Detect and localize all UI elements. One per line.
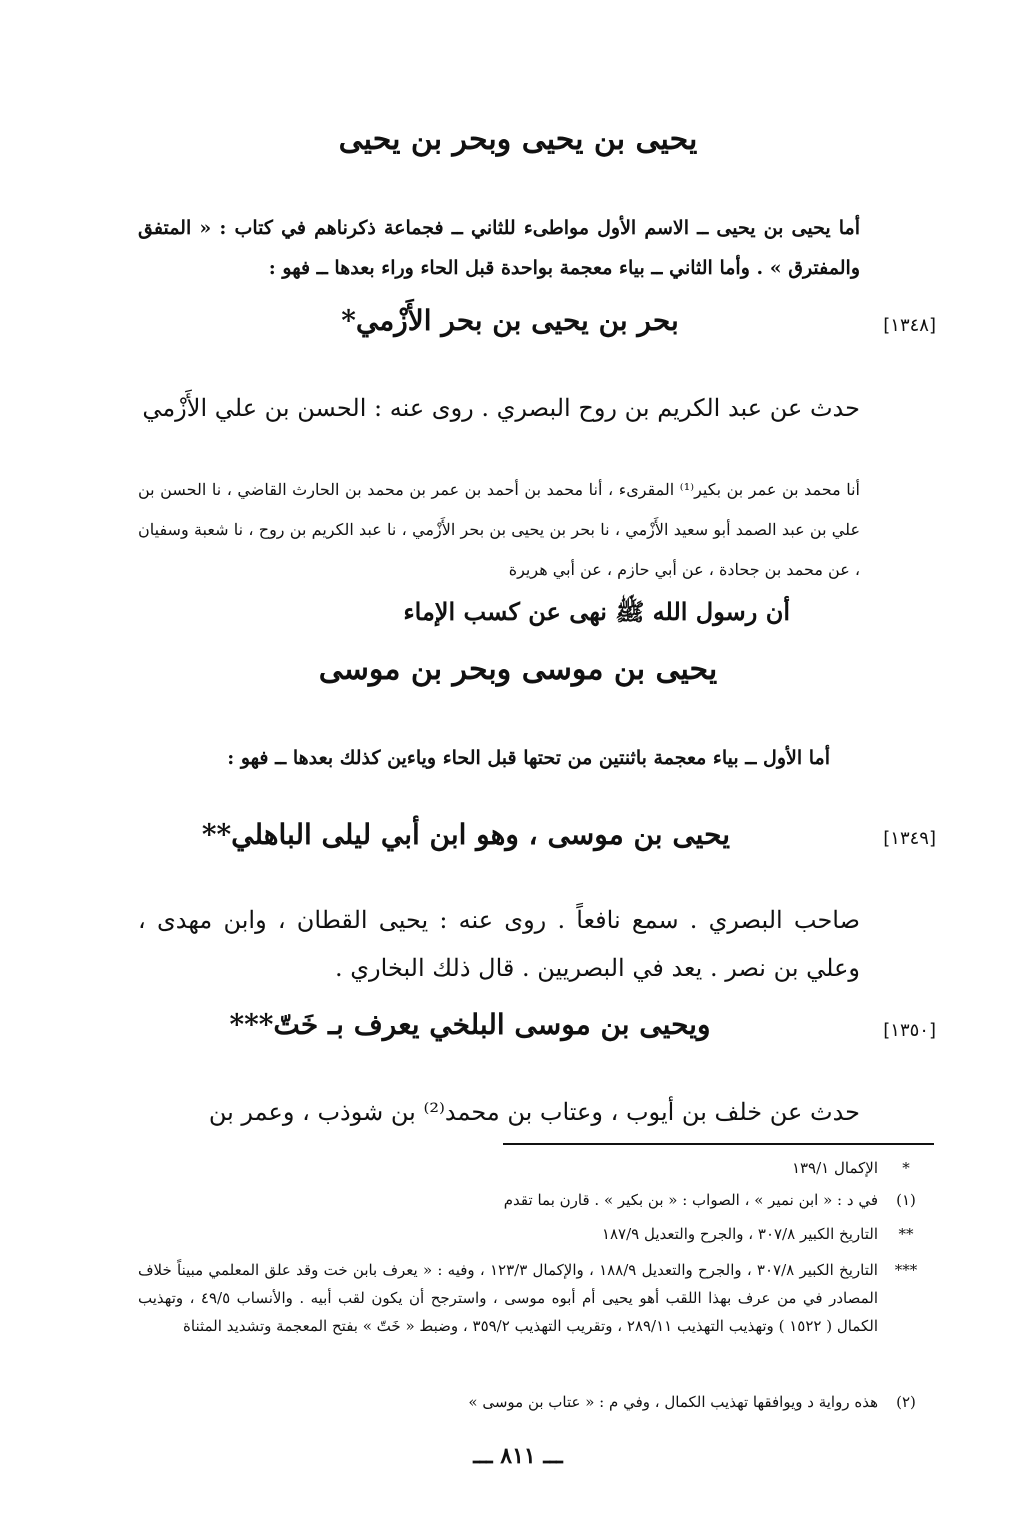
- section-intro-2: أما الأول ــ بياء معجمة باثنتين من تحتها قبل الحاء وياءين كذلك بعدها ــ فهو :: [227, 747, 830, 769]
- footnote-marker: (٢): [896, 1393, 916, 1411]
- footnote-marker: **: [898, 1225, 914, 1243]
- section-intro-1: أما يحيى بن يحيى ــ الاسم الأول مواطىء للثاني ــ فجماعة ذكرناهم في كتاب : « المتفق والمفترق » . وأما الثاني ــ بياء معجمة بواحدة قبل الحاء وراء بعدها ــ فهو :: [138, 217, 860, 279]
- isnad-1348: أنا محمد بن عمر بن بكير⁽¹⁾ المقرىء ، أنا محمد بن أحمد بن عمر بن محمد بن الحارث القاضي ، نا الحسن بن علي بن عبد الصمد أبو سعيد الأَزْمي ، نا بحر بن يحيى بن بحر الأَزْمي ، نا عبد الكريم بن روح ، نا شعبة وسفيان ، عن محمد بن جحادة ، عن أبي حازم ، عن أبي هريرة: [138, 480, 861, 579]
- footnote-item: [138, 1220, 934, 1248]
- footnote-text: التاريخ الكبير ٣٠٧/٨ ، والجرح والتعديل ١٨٨/٩ ، والإكمال ١٢٣/٣ ، وفيه : « يعرف بابن خت وقد علق المعلمي مبيناً خلاف المصادر في من عرف بهذا اللقب أهو يحيى أم أبوه موسى ، واسترجح أن يكون لقب أبيه . والأنساب ٤٩/٥ ، وتهذيب الكمال ( ١٥٢٢ ) وتهذيب التهذيب ٢٨٩/١١ ، وتقريب التهذيب ٣٥٩/٢ ، وضبط « خَتّ » بفتح المعجمة وتشديد المثناة: [138, 1261, 878, 1335]
- entry-number-1348: [١٣٤٨]: [883, 315, 936, 336]
- entry-title-1350: ويحيى بن موسى البلخي يعرف بـ خَتّ***: [229, 1008, 711, 1041]
- footnote-text: في د : « ابن نمير » ، الصواب : « بن بكير » . قارن بما تقدم: [503, 1191, 878, 1209]
- entry-title-1348: بحر بن يحيى بن بحر الأَزْمي*: [341, 304, 679, 337]
- entry-number-1350: [١٣٥٠]: [883, 1020, 936, 1041]
- entry-body-1350: حدث عن خلف بن أيوب ، وعتاب بن محمد⁽²⁾ بن شوذب ، وعمر بن: [208, 1098, 860, 1126]
- entry-body-1349: صاحب البصري . سمع نافعاً . روى عنه : يحيى القطان ، وابن مهدى ، وعلي بن نصر . يعد في البصريين . قال ذلك البخاري .: [138, 906, 860, 982]
- footnote-marker: *: [902, 1159, 910, 1177]
- footnote-marker: ***: [894, 1261, 918, 1279]
- footnote-marker: (١): [896, 1191, 916, 1209]
- footnote-item: [138, 1388, 934, 1416]
- entry-title-1349: يحيى بن موسى ، وهو ابن أبي ليلى الباهلي**: [201, 818, 730, 851]
- footnote-text: هذه رواية د ويوافقها تهذيب الكمال ، وفي م : « عتاب بن موسى »: [468, 1393, 878, 1411]
- entry-body-1348: حدث عن عبد الكريم بن روح البصري . روى عنه : الحسن بن علي الأَزْمي: [142, 394, 860, 422]
- footnote-text: التاريخ الكبير ٣٠٧/٨ ، والجرح والتعديل ١٨٧/٩: [601, 1225, 878, 1243]
- footnote-item: [138, 1186, 934, 1214]
- page-number: ـــ ٨١١ ـــ: [473, 1443, 563, 1469]
- section-title-yahya-bahr-yahya: يحيى بن يحيى وبحر بن يحيى: [338, 122, 698, 157]
- hadith-text: أن رسول الله ﷺ نهى عن كسب الإماء: [403, 597, 790, 626]
- section-title-yahya-bahr-musa: يحيى بن موسى وبحر بن موسى: [318, 652, 718, 687]
- footnote-separator: [503, 1143, 934, 1145]
- footnote-item: [138, 1256, 934, 1340]
- footnote-item: [138, 1154, 934, 1182]
- entry-number-1349: [١٣٤٩]: [883, 828, 936, 849]
- footnote-text: الإكمال ١٣٩/١: [791, 1159, 878, 1177]
